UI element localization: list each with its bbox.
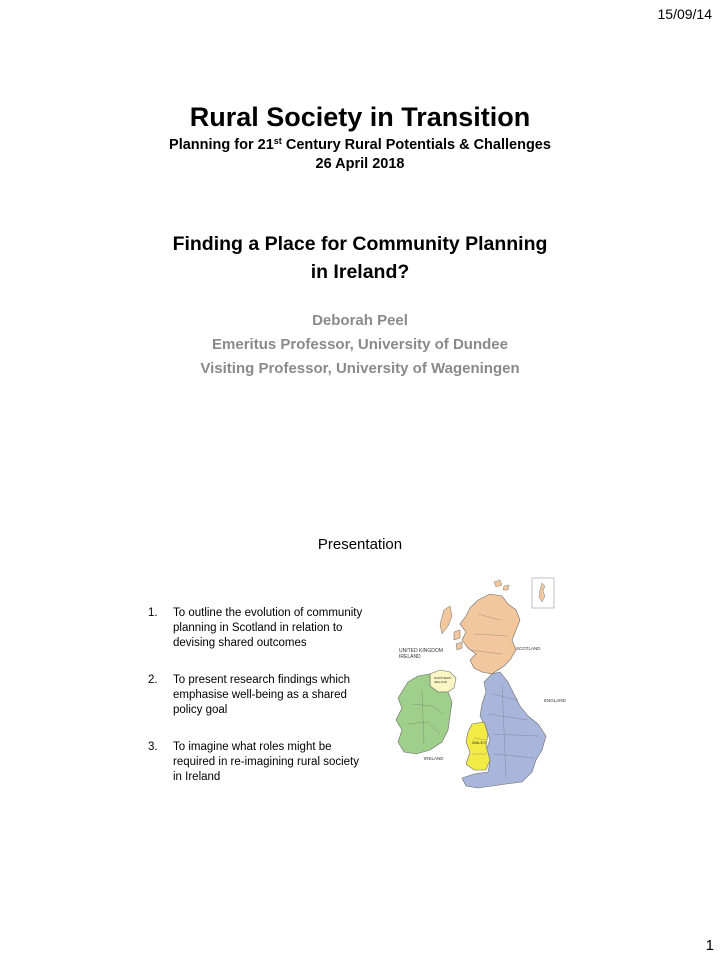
page-number: 1 [705, 937, 714, 954]
presentation-heading: Presentation [317, 536, 403, 553]
wales-region [466, 722, 490, 770]
objectives-list [148, 606, 368, 807]
map-label-scotland: SCOTLAND [516, 646, 541, 651]
inner-hebrides [454, 630, 462, 650]
list-item: 1. To outline the evolution of community planning in Scotland in relation to devising shared outcomes [148, 607, 363, 649]
author-role-2: Visiting Professor, University of Wageningen [200, 360, 520, 377]
uk-ireland-map [382, 574, 582, 794]
map-label-wales: WALES [472, 740, 486, 745]
event-date: 26 April 2018 [315, 156, 405, 172]
map-label-england: ENGLAND [544, 698, 566, 703]
western-isles [440, 606, 452, 634]
list-item: 3. To imagine what roles might be required in re-imagining rural society in Ireland [148, 741, 359, 783]
author-name: Deborah Peel [312, 312, 408, 329]
header-date: 15/09/14 [657, 6, 712, 22]
author-role-1: Emeritus Professor, University of Dundee [212, 336, 508, 353]
map-label-uk: UNITED KINGDOM [399, 648, 443, 654]
author-block [0, 309, 720, 381]
map-label-ireland: IRELAND [424, 756, 444, 761]
slide-subtitle: Planning for 21st Century Rural Potentials & Challenges [169, 136, 551, 153]
scotland-region [460, 594, 520, 674]
map-label-northern-ireland-1: NORTHERN [434, 676, 451, 680]
list-item: 2. To present research findings which emphasise well-being as a shared policy goal [148, 674, 351, 716]
slide-title: Rural Society in Transition [189, 102, 531, 132]
map-label-northern-ireland-2: IRELAND [434, 680, 448, 684]
talk-title: Finding a Place for Community Planning in Ireland? [172, 233, 548, 283]
slide1-title-block [0, 100, 720, 174]
orkney-islands [494, 580, 509, 590]
map-label-ireland-title: IRELAND [399, 654, 421, 660]
